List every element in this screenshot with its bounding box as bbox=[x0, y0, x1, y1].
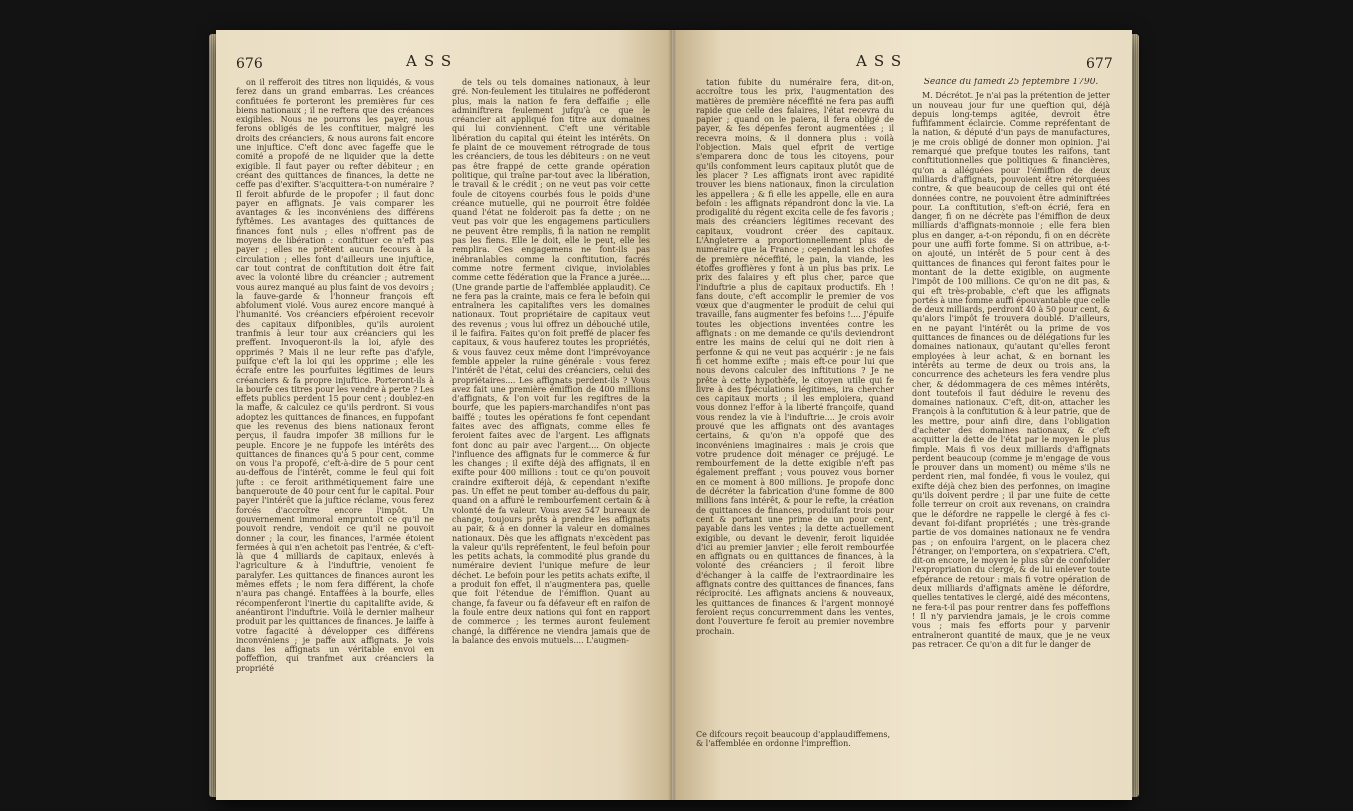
right-page bbox=[676, 30, 1132, 800]
left-column-2 bbox=[452, 78, 650, 792]
left-col2-text: de tels ou tels domaines nationaux, à leur gré. Non-feulement les titulaires ne pofféderont plus, mais la nation fe fera deffaifie ; elle adminiftrera feulement jufqu'à ce que le créancier ait appliqué fon titre aux domaines qui lui conviennent. C'eft une véritable libération du capital qui éteint les intérêts. On fe plaint de ce mouvement rétrograde de tous les créanciers, de tous les débiteurs : on ne veut pas être frappé de cette grande opération politique, qui traîne par-tout avec la libération, le travail & le crédit ; on ne veut pas voir cette foule de citoyens courbés fous le poids d'une créance mutuelle, qui ne pourroit être foldée quand l'état ne folderoit pas fa dette ; on ne veut pas voir que les engagemens particuliers ne peuvent être remplis, fi la nation ne remplit pas les fiens. Elle le doit, elle le peut, elle les remplira. Ces engagemens ne font-ils pas inébranlables comme la conftitution, facrés comme notre ferment civique, inviolables comme cette fédération que la France a jurée.... (Une grande partie de l'affemblée applaudit). Ce ne fera pas la crainte, mais ce fera le befoin qui entraînera les capitaliftes vers les domaines nationaux. Tout propriétaire de capitaux veut des revenus ; vous lui offrez un débouché utile, il le faifira. Faites qu'on foit preffé de placer fes capitaux, & vous hauferez toutes les propriétés, & vous fauvez ceux même dont l'imprévoyance femble appeler la ruine générale : vous ferez l'intérêt de l'état, celui des créanciers, celui des propriétaires.... Les affignats perdent-ils ? Vous avez fait une première émiffion de 400 millions d'affignats, & l'on voit fur les regiftres de la bourfe, que les papiers-marchandifes n'ont pas baiffé ; toutes les opérations fe font cependant faites avec des affignats, comme elles fe feroient faites avec de l'argent. Les affignats font donc au pair avec l'argent.... On objecte l'influence des affignats fur le commerce & fur les changes ; il exifte déjà des affignats, il en exifte pour 400 millions : tout ce qu'on pouvoit craindre exifteroit déjà, & cependant n'exifte pas. Un effet ne peut tomber au-deffous du pair, quand on a affuré le rembourfement certain & à volonté de fa valeur. Vous avez 547 bureaux de change, toujours prêts à prendre les affignats au pair, & à en donner la valeur en domaines nationaux. Dès que les affignats n'excèdent pas la valeur qu'ils repréfentent, le feul befoin pour les petits achats, la commodité plus grande du numéraire devient l'unique mefure de leur déchet. Le befoin pour les petits achats exifte, il a produit fon effet, il n'augmentera pas, quelle que foit l'étendue de l'émiffion. Quant au change, fa faveur ou fa défaveur eft en raifon de la foule entre deux nations qui font en rapport de commerce ; les termes auront feulement changé, la différence ne viendra jamais que de la balance des envois mutuels.... L'augmen- bbox=[452, 78, 650, 645]
left-page-number: 676 bbox=[236, 56, 263, 72]
right-col2-text: M. Décrétot. Je n'ai pas la prétention de jetter un nouveau jour fur une queftion qui, déjà depuis long-temps agitée, devroit être fuffifamment éclaircie. Comme repréfentant de la nation, & député d'un pays de manufactures, je me crois obligé de donner mon opinion. J'ai remarqué que prefque toutes les raifons, tant conftitutionnelles que politiques & financières, qu'on a alléguées pour l'émiffion de deux milliards d'affignats, pouvoient être rétorquées contre, & que beaucoup de celles qui ont été données contre, ne pouvoient être adminiftrées pour. La conftitution, s'eft-on écrié, fera en danger, fi on ne décrète pas l'émiffion de deux milliards d'affignats-monnoie ; elle fera bien plus en danger, a-t-on répondu, fi on en décrète pour une auffi forte fomme. Si on attribue, a-t-on ajouté, un intérêt de 5 pour cent à des quittances de finances qui feront faites pour le montant de la dette exigible, on augmente l'impôt de 100 millions. Ce qu'on ne dit pas, & qui eft très-probable, c'eft que les affignats portés à une fomme auffi épouvantable que celle de deux milliards, perdront 40 à 50 pour cent, & qu'alors l'impôt fe trouvera doublé. D'ailleurs, en ne payant l'intérêt ou la prime de vos quittances de finances ou de délégations fur les domaines nationaux, qu'autant qu'elles feront employées à leur achat, & en bornant les intérêts au terme de deux ou trois ans, la concurrence des acheteurs les fera vendre plus cher, & dédommagera de ces mêmes intérêts, dont toutefois il faut déduire le revenu des domaines nationaux. C'eft, dit-on, attacher les François à la conftitution & à leur patrie, que de les mettre, pour ainfi dire, dans l'obligation d'acheter des domaines nationaux, & c'eft acquitter la dette de l'état par le moyen le plus fimple. Mais fi vos deux milliards d'affignats perdent beaucoup (comme je m'engage de vous le prouver dans un moment) ou même s'ils ne perdent rien, mal fondée, fi vous le voulez, qui exifte déjà chez bien des perfonnes, on imagine qu'ils doivent perdre ; il par une fuite de cette folle terreur on croit aux revenans, on craindra que le défordre ne rappelle le clergé à fes ci-devant foi-difant propriétés ; une très-grande partie de vos domaines nationaux ne fe vendra pas ; on enfouira l'argent, on le placera chez l'étranger, on l'emportera, on s'expatriera. C'eft, dit-on encore, le moyen le plus sûr de confolider l'expropriation du clergé, & de lui enlever toute efpérance de retour : mais fi votre opération de deux milliards d'affignats amène le défordre, quelles tentatives le clergé, aidé des mécontens, ne fera-t-il pas pour rentrer dans fes poffeffions ! Il n'y parviendra jamais, je le crois comme vous ; mais fes efforts pour y parvenir entraîneront quantité de maux, que je ne veux pas retracer. Ce qu'on a dit fur le danger de bbox=[912, 91, 1110, 649]
right-column-2 bbox=[912, 78, 1110, 792]
page-edges-left bbox=[209, 34, 216, 797]
left-column-1 bbox=[236, 78, 434, 792]
right-col1-text: tation fubite du numéraire fera, dit-on, accroître tous les prix, l'augmentation des matières de première néceffité ne fera pas auffi rapide que celle des falaires, l'état recevra du papier ; quand on le paiera, il fera obligé de payer, & fes dépenfes feront augmentées ; il recevra moins, & il donnera plus : voilà l'objection. Mais quel efprit de vertige s'emparera donc de tous les citoyens, pour qu'ils confomment leurs capitaux plutôt que de les placer ? Les affignats iront avec rapidité trouver les biens nationaux, finon la circulation les appellera ; & fi elle les appelle, elle en aura befoin : les affignats répandront donc la vie. La prodigalité du régent excita celle de fes favoris ; mais des créanciers légitimes recevant des capitaux, voudront créer des capitaux. L'Angleterre a proportionnellement plus de numéraire que la France ; cependant les chofes de première néceffité, le pain, la viande, les étoffes groffières y font à un plus bas prix. Le prix des falaires y eft plus cher, parce que l'induftrie a plus de capitaux productifs. Eh ! fans doute, c'eft accomplir le premier de vos vœux que d'augmenter le produit de celui qui travaille, fans augmenter fes befoins !.... J'épuife toutes les objections inventées contre les affignats : on me demande ce qu'ils deviendront entre les mains de celui qui ne doit rien à perfonne & qui ne veut pas acquérir : je ne fais fi cet homme exifte ; mais eft-ce pour lui que nous devons calculer des inftitutions ? Je ne prête à cette hypothèfe, le citoyen utile qui fe livre à des fpéculations légitimes, ira chercher ces capitaux morts ; il les emploiera, quand vous donnez l'effor à la liberté françoife, quand vous rendez la vie à l'induftrie.... Je crois avoir prouvé que les affignats ont des avantages certains, & qu'on n'a oppofé que des inconvéniens imaginaires : mais je crois que votre prudence doit ménager ce préjugé. Le rembourfement de la dette exigible n'eft pas également preffant ; vous pouvez vous borner en ce moment à 800 millions. Je propofe donc de décréter la fabrication d'une fomme de 800 millions fans intérêt, & pour le refte, la création de quittances de finances, produifant trois pour cent & portant une prime de un pour cent, payable dans les ventes ; la dette actuellement exigible, ou devant le devenir, feroit liquidée d'ici au premier janvier ; elle feroit rembourfée en affignats ou en quittances de finances, à la volonté des créanciers ; il feroit libre d'échanger à la caiffe de l'extraordinaire les affignats contre des quittances de finances, fans réciprocité. Les affignats anciens & nouveaux, les quittances de finances & l'argent monnoyé feroient reçus concurremment dans les ventes, dont l'ouverture fe feroit au premier novembre prochain. bbox=[696, 78, 894, 636]
page-edges-right bbox=[1132, 34, 1139, 797]
right-col1-note: Ce difcours reçoit beaucoup d'applaudiffemens, & l'affemblée en ordonne l'impreffion. bbox=[696, 730, 891, 749]
right-running-head: ASS bbox=[856, 52, 909, 70]
seance-heading: Séance du famedi 25 feptembre 1790. bbox=[923, 78, 1099, 87]
book-spread bbox=[216, 30, 1132, 800]
right-page-number: 677 bbox=[1086, 56, 1113, 72]
left-running-head: ASS bbox=[406, 52, 459, 70]
left-page bbox=[216, 30, 672, 800]
left-col1-text: on il refferoit des titres non liquidés, & vous ferez dans un grand embarras. Les créances confituées fe porteront les premières fur ces biens nationaux ; il ne reftera que des créances exigibles. Nous ne pourrons les payer, nous ferons obligés de les conftituer, malgré les droits des créanciers, & nous aurons fait encore une injuftice. C'eft donc avec fageffe que le comité a propofé de ne liquider que la dette exigible. Il faut payer ou refter débiteur ; en créant des quittances de finances, la dette ne ceffe pas d'exifter. S'acquittera-t-on numéraire ? Il feroit abfurde de le propofer ; il faut donc payer en affignats. Je vais comparer les avantages & les inconvéniens des différens fyftêmes. Les avantages des quittances de finances font nuls ; elles n'offrent pas de moyens de libération : conftituer ce n'eft pas payer ; elles ne prêtent aucun fecours à la circulation ; elles font d'ailleurs une injuftice, car tout contrat de conftitution doit être fait avec la volonté libre du créancier ; autrement vous aurez manqué au plus faint de vos devoirs ; la fauve-garde & l'honneur françois eft abfolument violé. Vous aurez encore manqué à l'humanité. Vos créanciers efpéroient recevoir des capitaux difponibles, qu'ils auroient tranfmis à leur tour aux créanciers qui les preffent. Invoqueront-ils la loi, afyle des opprimés ? Mais il ne leur refte pas d'afyle, puifque c'eft la loi qui les opprime ; elle les écrafe entre les pourfuites légitimes de leurs créanciers & fa propre injuftice. Porteront-ils à la bourfe ces titres pour les vendre à perte ? Les effets publics perdent 15 pour cent ; doublez-en la maffe, & calculez ce qu'ils perdront. Si vous adoptez les quittances de finances, en fuppofant que les revenus des biens nationaux feront perçus, il faudra impofer 38 millions fur le peuple. Encore je ne fuppofe les intérêts des quittances de finances qu'à 5 pour cent, comme on vous l'a propofé, c'eft-à-dire de 5 pour cent au-deffous de l'intérêt, comme le feul qui foit jufte : ce feroit arithmétiquement faire une banqueroute de 40 pour cent fur le capital. Pour payer l'intérêt que la juftice réclame, vous ferez forcés d'accroître encore l'impôt. Un gouvernement immoral empruntoit ce qu'il ne pouvoit rendre, vendoit ce qu'il ne pouvoit donner ; la cour, les finances, l'armée étoient fermées à qui n'en achetoit pas l'entrée, & c'eft-là que 4 milliards de capitaux, enlevés à l'agriculture & à l'induftrie, venoient fe paralyfer. Les quittances de finances auront les mêmes effets ; le nom fera différent, la chofe n'aura pas changé. Entaffées à la bourfe, elles récompenferont l'inertie du capitalifte avide, & anéantiront l'induftrie. Voilà le dernier malheur produit par les quittances de finances. Je laiffe à votre fagacité à développer ces différens inconvéniens ; je paffe aux affignats. Je vois dans les affignats un véritable envoi en poffeffion, qui tranfmet aux créanciers la propriété bbox=[236, 78, 434, 673]
right-column-1 bbox=[696, 78, 894, 726]
